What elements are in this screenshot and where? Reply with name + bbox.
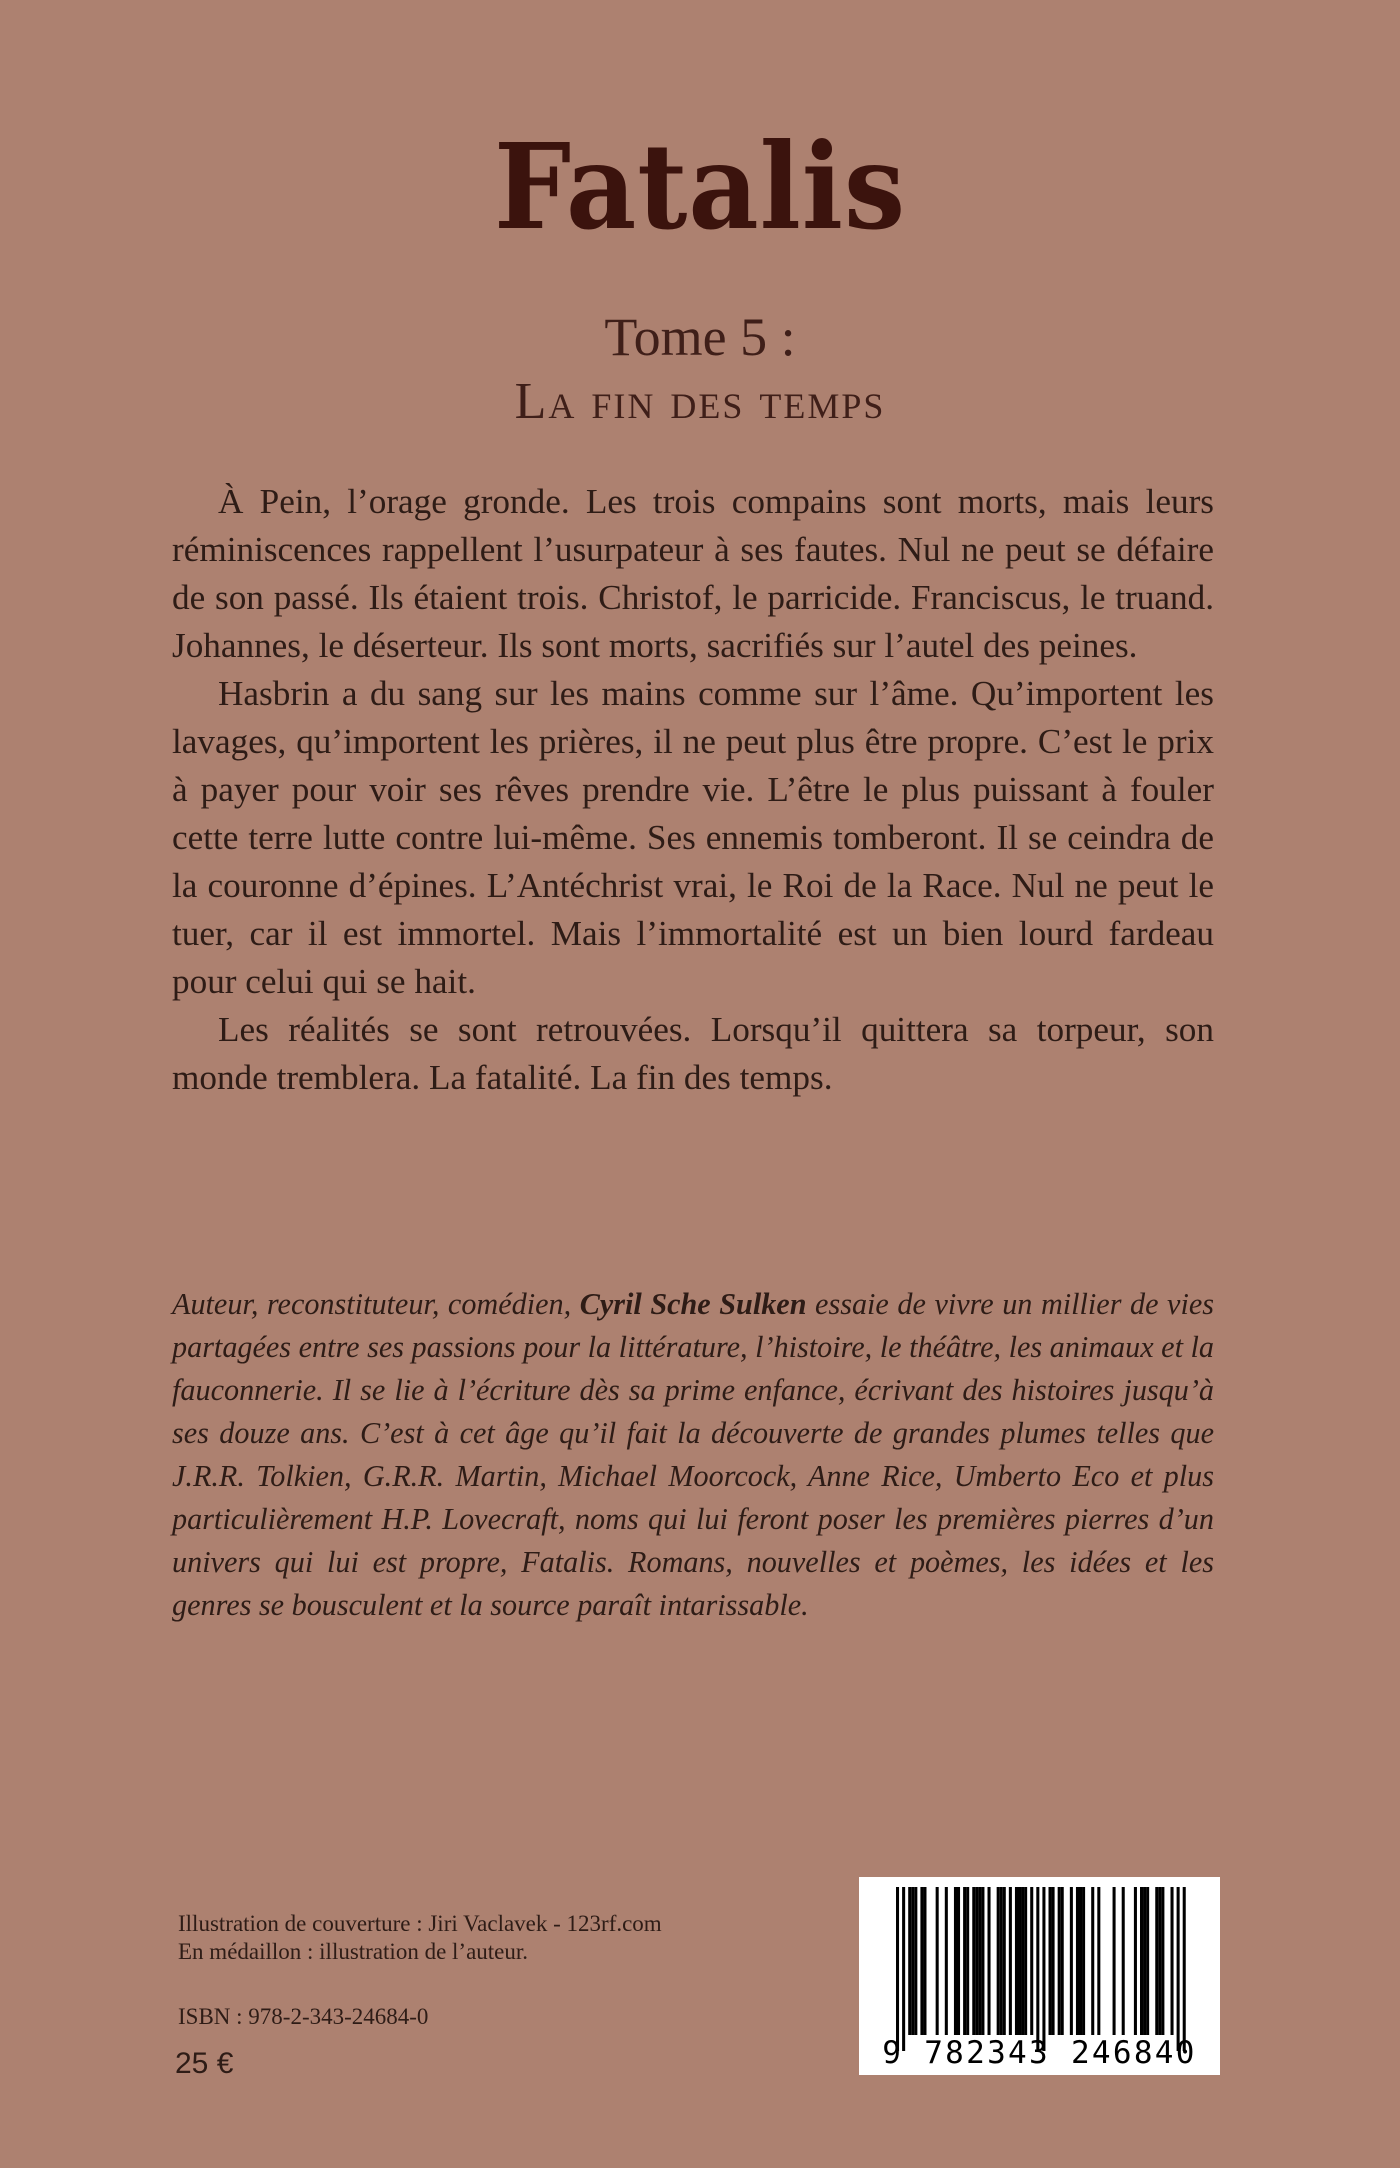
barcode-bar	[1061, 1887, 1064, 2035]
barcode-bar	[1079, 1887, 1082, 2035]
barcode-bar	[988, 1887, 991, 2035]
illustration-credit: Illustration de couverture : Jiri Vaclavek - 123rf.com	[178, 1911, 662, 1936]
author-bio-intro: Auteur, reconstituteur, comédien,	[172, 1287, 580, 1321]
barcode-bar	[1146, 1887, 1149, 2035]
book-title: Fatalis	[493, 117, 907, 256]
barcode-bar	[957, 1887, 960, 2035]
price: 25 €	[175, 2047, 234, 2080]
synopsis	[172, 478, 1214, 1102]
barcode-bar	[923, 1887, 926, 2035]
barcode-bar	[1076, 1887, 1079, 2035]
barcode-bar	[963, 1887, 966, 2035]
barcode-bar	[1024, 1887, 1027, 2035]
barcode-bar	[1134, 1887, 1137, 2035]
barcode-bar	[902, 1887, 905, 2051]
barcode-bar	[1018, 1887, 1021, 2035]
barcode-bar	[896, 1887, 899, 2051]
barcode-bar	[1122, 1887, 1125, 2035]
barcode-bar	[1183, 1887, 1186, 2051]
medallion-credit: En médaillon : illustration de l’auteur.	[178, 1939, 529, 1964]
barcode-bar	[954, 1887, 957, 2035]
barcode-bar	[1070, 1887, 1073, 2035]
barcode-bar	[936, 1887, 939, 2035]
author-name: Cyril Sche Sulken	[579, 1287, 807, 1321]
barcode-bar	[1049, 1887, 1052, 2035]
isbn: ISBN : 978-2-343-24684-0	[178, 2004, 429, 2029]
barcode-bar	[1091, 1887, 1094, 2035]
barcode-bar	[975, 1887, 978, 2035]
barcode-bar	[911, 1887, 914, 2035]
barcode-bar	[920, 1887, 923, 2035]
barcode-bar	[1155, 1887, 1158, 2035]
barcode-bar	[966, 1887, 969, 2035]
barcode-bar	[1058, 1887, 1061, 2035]
barcode-bar	[1140, 1887, 1143, 2035]
barcode-bar	[1082, 1887, 1085, 2035]
barcode-bar	[1003, 1887, 1006, 2035]
barcode-bar	[1161, 1887, 1164, 2035]
author-bio	[172, 1283, 1214, 1627]
credits	[178, 1910, 662, 1966]
author-bio-text: essaie de vivre un millier de vies partagées entre ses passions pour la littérature, l’histoire, le théâtre, les animaux et la fauconnerie. Il se lie à l’écriture dès sa prime enfance, écrivant des histoires jusqu’à ses douze ans. C’est à cet âge qu’il fait la découverte de grandes plumes telles que J.R.R. Tolkien, G.R.R. Martin, Michael Moorcock, Anne Rice, Umberto Eco et plus particulièrement H.P. Lovecraft, noms qui lui feront poser les premières pierres d’un univers qui lui est propre, Fatalis. Romans, nouvelles et poèmes, les idées et les genres se bousculent et la source paraît intarissable.	[172, 1287, 1214, 1622]
barcode-bar	[978, 1887, 981, 2035]
barcode-bar	[1009, 1887, 1012, 2035]
barcode-bar	[1042, 1887, 1045, 2051]
tome-number: Tome 5 :	[604, 307, 796, 367]
barcode-bar	[1036, 1887, 1039, 2051]
barcode-bar	[1097, 1887, 1100, 2035]
barcode-bar	[1052, 1887, 1055, 2035]
barcode-bar	[1021, 1887, 1024, 2035]
barcode-bar	[981, 1887, 984, 2035]
barcode-bar	[945, 1887, 948, 2035]
barcode-bar	[1177, 1887, 1180, 2051]
barcode-bar	[1158, 1887, 1161, 2035]
book-subtitle: La fin des temps	[514, 373, 886, 430]
barcode-bar	[1171, 1887, 1174, 2035]
barcode-bar	[1000, 1887, 1003, 2035]
barcode	[859, 1877, 1220, 2075]
barcode-bar	[1030, 1887, 1033, 2035]
barcode-bar	[972, 1887, 975, 2035]
barcode-bar	[1015, 1887, 1018, 2035]
barcode-bar	[1143, 1887, 1146, 2035]
barcode-bar	[908, 1887, 911, 2035]
barcode-bar	[997, 1887, 1000, 2035]
barcode-bar	[1113, 1887, 1116, 2035]
barcode-bar	[914, 1887, 917, 2035]
synopsis-paragraph: À Pein, l’orage gronde. Les trois compains sont morts, mais leurs réminiscences rappellent l’usurpateur à ses fautes. Nul ne peut se défaire de son passé. Ils étaient trois. Christof, le parricide. Franciscus, le truand. Johannes, le déserteur. Ils sont morts, sacrifiés sur l’autel des peines.	[172, 482, 1214, 665]
synopsis-paragraph: Les réalités se sont retrouvées. Lorsqu’il quittera sa torpeur, son monde tremblera. La fatalité. La fin des temps.	[172, 1010, 1214, 1097]
synopsis-paragraph: Hasbrin a du sang sur les mains comme sur l’âme. Qu’importent les lavages, qu’importent les prières, il ne peut plus être propre. C’est le prix à payer pour voir ses rêves prendre vie. L’être le plus puissant à fouler cette terre lutte contre lui-même. Ses ennemis tomberont. Il se ceindra de la couronne d’épines. L’Antéchrist vrai, le Roi de la Race. Nul ne peut le tuer, car il est immortel. Mais l’immortalité est un bien lourd fardeau pour celui qui se hait.	[172, 674, 1214, 1001]
barcode-digits: 9 782343 246840	[882, 2035, 1197, 2071]
